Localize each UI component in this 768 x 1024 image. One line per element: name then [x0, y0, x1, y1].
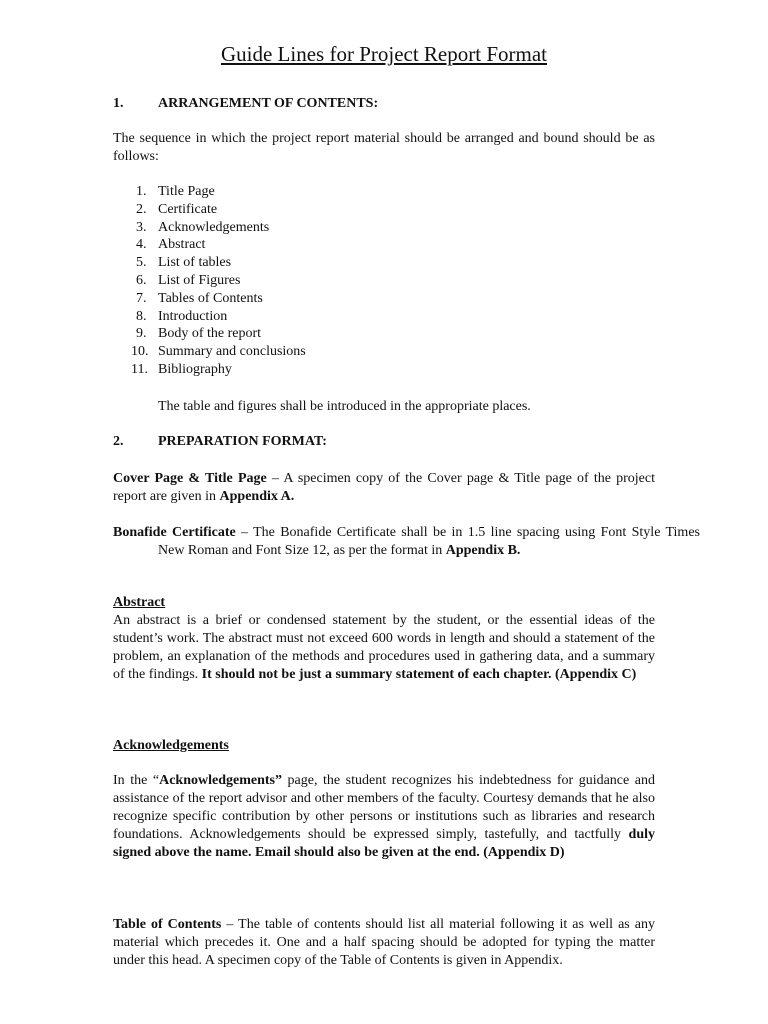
cover-page-paragraph — [113, 470, 655, 506]
contents-list — [113, 183, 306, 379]
list-item — [113, 308, 306, 326]
ack-bold-text: duly signed above the name. Email should also be given at the end. (Appendix D) — [113, 827, 655, 860]
bonafide-label: Bonafide Certificate — [113, 525, 236, 540]
acknowledgements-paragraph — [113, 772, 655, 862]
toc-label: Table of Contents — [113, 917, 222, 932]
list-item — [113, 183, 306, 201]
section-1-note: The table and figures shall be introduced in the appropriate places. — [158, 399, 531, 414]
list-item-text: List of tables — [158, 255, 232, 271]
section-2-title: PREPARATION FORMAT: — [158, 434, 327, 449]
page-title: Guide Lines for Project Report Format — [220, 42, 547, 66]
list-item-text: Certificate — [158, 201, 218, 217]
list-item-number: 4. — [136, 237, 147, 253]
list-item — [113, 254, 306, 272]
toc-text: – The table of contents should list all material following it as well as any material which precedes it. One and a half spacing should be adopted for typing the matter under this head. A specimen copy of the Table of Contents is given in Appendix. — [113, 917, 655, 968]
list-item-number: 1. — [136, 184, 147, 199]
list-item-text: Introduction — [158, 308, 228, 324]
list-item-text: Bibliography — [158, 361, 232, 377]
list-item-number: 5. — [136, 255, 147, 271]
list-item-number: 10. — [131, 344, 149, 360]
abstract-paragraph — [113, 612, 655, 684]
list-item-text: Title Page — [158, 184, 215, 199]
list-item-text: Acknowledgements — [158, 219, 270, 235]
list-item-number: 3. — [136, 219, 147, 235]
cover-page-text: – A specimen copy of the Cover page & Title page of the project report are given in — [113, 471, 656, 504]
list-item-text: Body of the report — [158, 326, 262, 342]
abstract-text: An abstract is a brief or condensed statement by the student, or the essential ideas of the student’s work. The abstract must not exceed 600 words in length and should a statement of the problem, an explanation of the methods and procedures used in gathering data, and a summary of the findings. — [113, 613, 655, 682]
acknowledgements-heading: Acknowledgements — [113, 738, 229, 753]
ack-text: page, the student recognizes his indebtedness for guidance and assistance of the report advisor and other members of the faculty. Courtesy demands that he also recognize specific contribution by other persons or institutions such as libraries and research foundations. Acknowledgements should be expressed simply, tastefully, and tactfully — [113, 773, 655, 842]
abstract-heading: Abstract — [113, 595, 166, 610]
section-1-title: ARRANGEMENT OF CONTENTS: — [158, 96, 379, 111]
ack-label: Acknowledgements” — [159, 773, 282, 788]
cover-page-ref: Appendix A. — [219, 489, 295, 504]
list-item — [113, 201, 306, 219]
list-item — [113, 236, 306, 254]
list-item — [113, 290, 306, 308]
list-item-number: 2. — [136, 201, 147, 217]
list-item-text: Tables of Contents — [158, 290, 263, 306]
section-1-number: 1. — [113, 96, 124, 111]
list-item — [113, 272, 306, 290]
abstract-bold-text: It should not be just a summary statement of each chapter. (Appendix C) — [201, 667, 637, 682]
list-item — [113, 325, 306, 343]
bonafide-ref: Appendix B. — [445, 543, 521, 558]
ack-pre: In the “ — [113, 773, 160, 788]
bonafide-text: – The Bonafide Certificate shall be in 1.5 line spacing using Font Style Times New Roman and Font Size 12, as per the format in — [158, 525, 700, 558]
list-item-number: 9. — [136, 326, 147, 342]
list-item-number: 6. — [136, 272, 147, 288]
toc-paragraph — [113, 916, 655, 970]
cover-page-label: Cover Page & Title Page — [113, 471, 267, 486]
list-item — [113, 343, 306, 361]
section-2-heading — [113, 434, 327, 450]
section-1-intro: The sequence in which the project report material should be arranged and bound should be as follows: — [113, 131, 655, 164]
list-item-number: 8. — [136, 308, 147, 324]
list-item — [113, 219, 306, 237]
list-item-number: 7. — [136, 290, 147, 306]
list-item-text: List of Figures — [158, 272, 241, 288]
bonafide-paragraph — [113, 524, 700, 560]
list-item — [113, 361, 306, 379]
list-item-text: Summary and conclusions — [158, 344, 306, 360]
list-item-number: 11. — [131, 361, 148, 377]
section-2-number: 2. — [113, 434, 124, 449]
section-1-heading — [113, 96, 378, 112]
list-item-text: Abstract — [158, 237, 206, 253]
